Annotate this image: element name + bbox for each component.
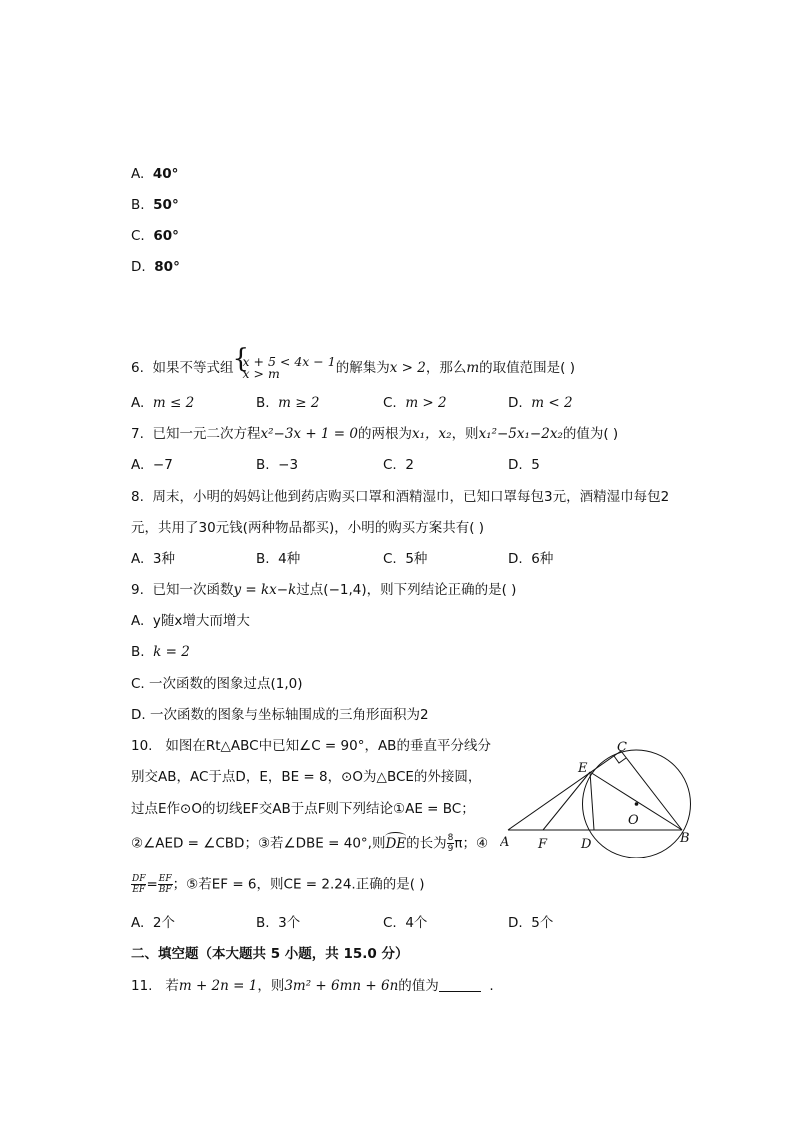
q7-option-d: D. 5 xyxy=(508,457,540,473)
q9-option-a: A. y随x增大而增大 xyxy=(131,613,250,629)
label-c: C xyxy=(617,740,627,755)
q6-option-a: A. m ≤ 2 xyxy=(131,395,195,411)
q8-stem-line1: 8. 周末，小明的妈妈让他到药店购买口罩和酒精湿巾，已知口罩每包3元，酒精湿巾每包2 xyxy=(131,489,670,505)
arc-mark xyxy=(385,832,406,841)
q7-option-a: A. −7 xyxy=(131,457,173,473)
q10-arc-de: DE xyxy=(385,834,406,854)
q6-options xyxy=(131,393,691,413)
segment-ed xyxy=(590,772,594,830)
q10-stem-line3: 过点E作⊙O的切线EF交AB于点F则下列结论①AE = BC； xyxy=(131,801,475,817)
label-f: F xyxy=(538,837,548,852)
q7-options xyxy=(131,455,691,475)
q10-stem-line2: 别交AB，AC于点D，E，BE = 8，⊙O为△BCE的外接圆， xyxy=(131,769,482,785)
q6-option-d: D. m < 2 xyxy=(508,395,573,411)
right-angle-c xyxy=(614,756,626,763)
q10-stem-line5: $\frac{DF}{EF}$ = $\frac{EF}{BF}$ ；⑤若EF = 6，则CE = 2.24.正确的是( ) xyxy=(132,874,425,895)
q5-option-d: D. 80° xyxy=(131,259,180,275)
section2-title: 二、填空题（本大题共 5 小题，共 15.0 分） xyxy=(131,946,409,962)
q7-stem: 7. 已知一元二次方程x²−3x + 1 = 0的两根为x₁，x₂，则x₁²−5x₁−2x₂的值为( ) xyxy=(131,426,619,442)
label-e: E xyxy=(578,761,588,776)
q8-stem-line2: 元，共用了30元钱(两种物品都买)，小明的购买方案共有( ) xyxy=(131,520,485,536)
q10-fraction-df-ef: $\frac{DF}{EF}$ xyxy=(132,874,146,895)
q6-inequality-system: { x + 5 < 4x − 1 x > m xyxy=(233,356,335,380)
center-point-o xyxy=(635,802,639,806)
label-o: O xyxy=(628,813,639,828)
q10-geometry-figure xyxy=(500,738,700,858)
q10-option-a: A. 2个 xyxy=(131,915,175,931)
q8-option-b: B. 4种 xyxy=(256,551,301,567)
label-a: A xyxy=(500,835,510,850)
q11-answer-blank[interactable] xyxy=(439,977,481,992)
q8-option-d: D. 6种 xyxy=(508,551,554,567)
q9-option-c: C. 一次函数的图象过点(1,0) xyxy=(131,676,303,692)
q10-fraction-8-9: $\frac{8}{9}$ xyxy=(447,833,454,854)
q8-option-c: C. 5种 xyxy=(383,551,428,567)
q10-stem-line1: 10. 如图在Rt△ABC中已知∠C = 90°，AB的垂直平分线分 xyxy=(131,738,491,754)
label-b: B xyxy=(680,831,690,846)
q6-option-c: C. m > 2 xyxy=(383,395,447,411)
q5-option-b: B. 50° xyxy=(131,197,179,213)
q11-stem: 11. 若m + 2n = 1，则3m² + 6mn + 6n的值为 . xyxy=(131,978,494,994)
q9-option-d: D. 一次函数的图象与坐标轴围成的三角形面积为2 xyxy=(131,707,429,723)
q9-option-b: B. k = 2 xyxy=(131,644,190,660)
q10-fraction-ef-bf: $\frac{EF}{BF}$ xyxy=(158,874,172,895)
q8-option-a: A. 3种 xyxy=(131,551,175,567)
q8-options xyxy=(131,549,691,569)
q10-option-c: C. 4个 xyxy=(383,915,428,931)
q10-option-b: B. 3个 xyxy=(256,915,301,931)
label-d: D xyxy=(581,837,592,852)
q10-option-d: D. 5个 xyxy=(508,915,554,931)
q10-options xyxy=(131,913,691,933)
q5-option-a: A. 40° xyxy=(131,166,179,182)
q5-option-c: C. 60° xyxy=(131,228,179,244)
segment-ac xyxy=(508,751,621,830)
q10-stem-line4: ②∠AED = ∠CBD；③若∠DBE = 40°,则 DE的长为 $\frac{8}{9}$ π；④ xyxy=(131,833,489,854)
q9-stem: 9. 已知一次函数y = kx−k过点(−1,4)，则下列结论正确的是( ) xyxy=(131,582,517,598)
q7-option-b: B. −3 xyxy=(256,457,299,473)
q6-stem: 6. 如果不等式组 { x + 5 < 4x − 1 x > m 的解集为x > 2，那么m的取值范围是( ) xyxy=(131,356,575,380)
q6-option-b: B. m ≥ 2 xyxy=(256,395,320,411)
q7-option-c: C. 2 xyxy=(383,457,414,473)
